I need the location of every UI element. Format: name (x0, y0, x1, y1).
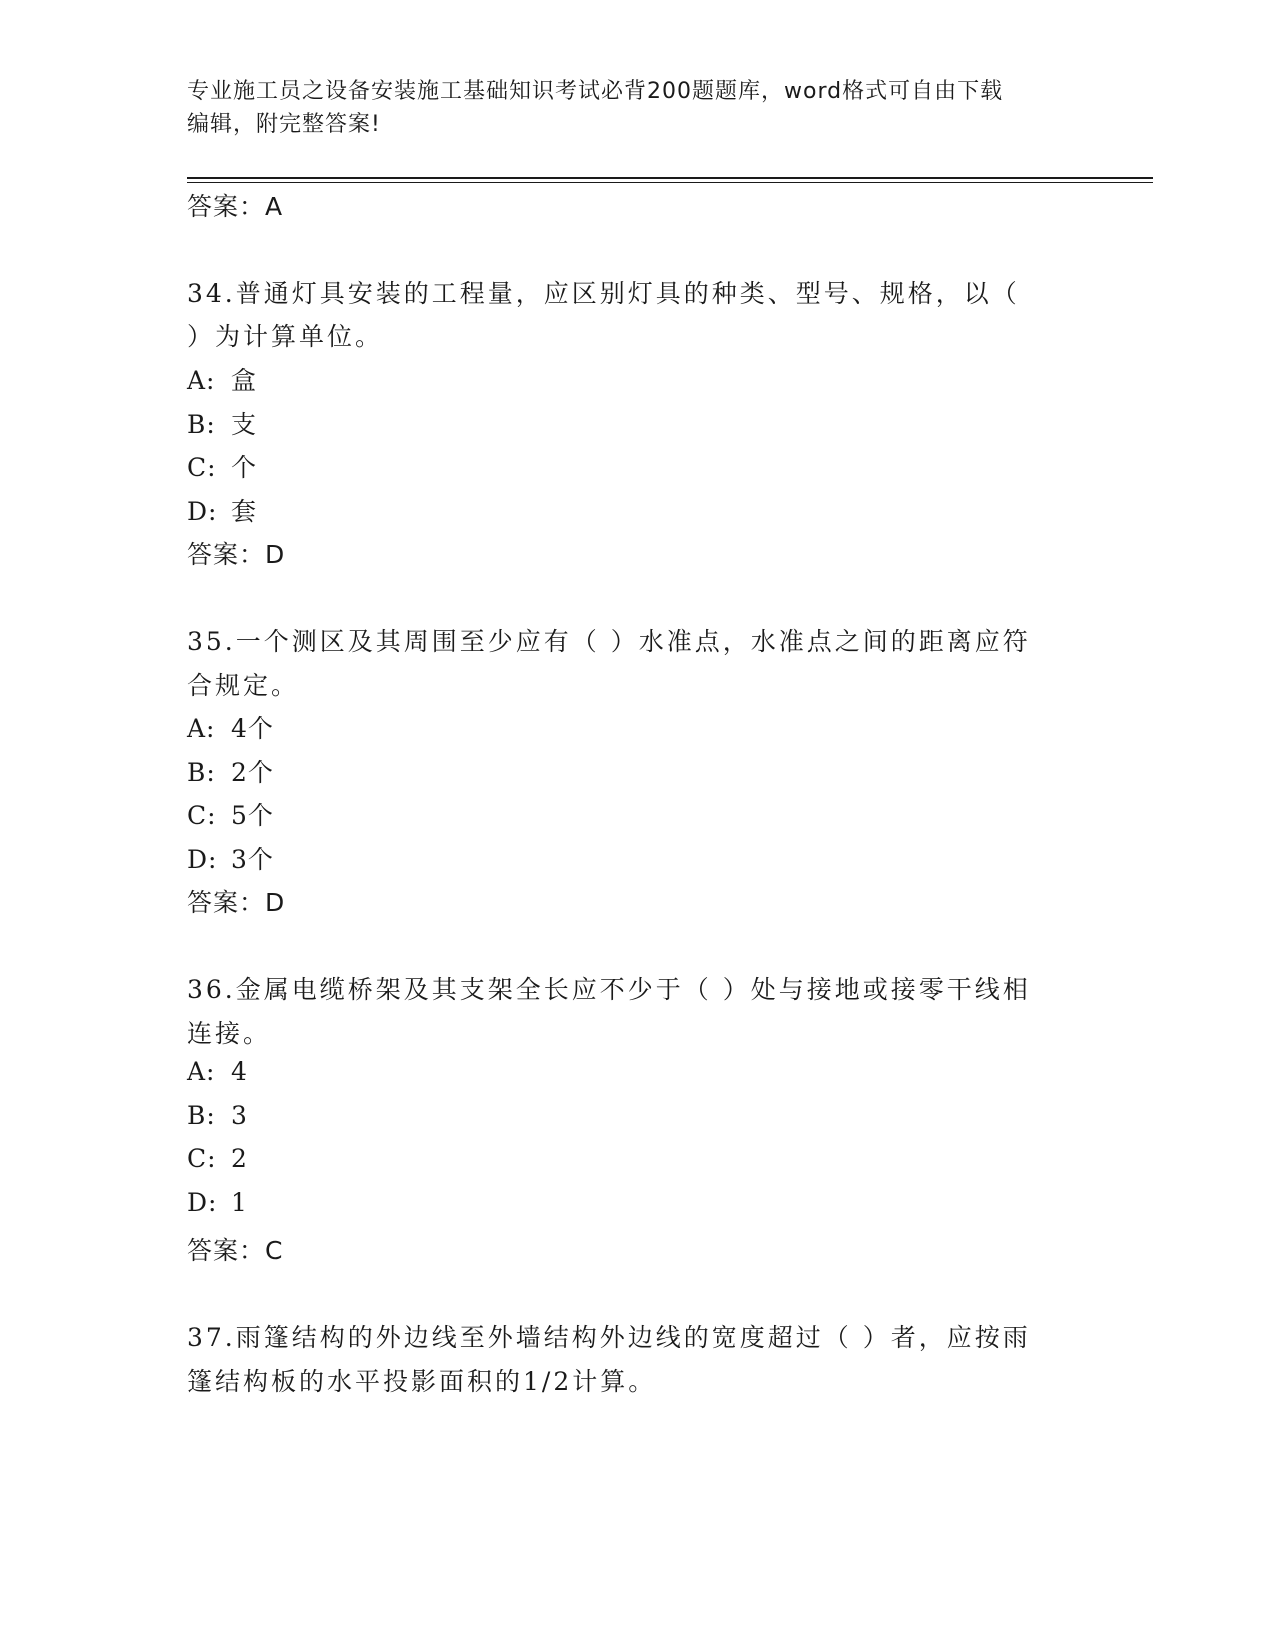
answer-previous: 答案：A (187, 192, 284, 221)
option-key: C: (187, 1144, 217, 1173)
option-text: 支 (231, 410, 258, 439)
question-34-option-a (187, 361, 257, 397)
option-text: 1 (231, 1188, 248, 1217)
question-35-option-a (187, 709, 274, 745)
option-key: C: (187, 453, 217, 482)
option-text: 3个 (231, 845, 274, 874)
question-36-option-b (187, 1101, 248, 1130)
option-key: D: (187, 1188, 218, 1217)
question-35-answer: 答案：D (187, 888, 286, 917)
header-divider (187, 177, 1153, 179)
question-34-text-line-2: ）为计算单位。 (187, 322, 384, 351)
question-36-option-d (187, 1188, 248, 1217)
question-36-text-line-2: 连接。 (187, 1019, 272, 1048)
option-key: D: (187, 845, 218, 874)
option-text: 2 (231, 1144, 248, 1173)
question-36-option-a (187, 1057, 248, 1086)
question-35-text-line-2: 合规定。 (187, 671, 300, 700)
document-page (187, 0, 1153, 1650)
question-35-option-b (187, 753, 274, 789)
option-key: A: (187, 366, 216, 395)
question-36-text-line-1: 36.金属电缆桥架及其支架全长应不少于（ ）处与接地或接零干线相 (187, 975, 1031, 1004)
question-37-text-line-1: 37.雨篷结构的外边线至外墙结构外边线的宽度超过（ ）者，应按雨 (187, 1323, 1031, 1352)
option-text: 4 (231, 1057, 248, 1086)
option-key: B: (187, 1101, 216, 1130)
option-text: 套 (231, 497, 258, 526)
question-36-option-c (187, 1144, 248, 1173)
question-34-text-line-1: 34.普通灯具安装的工程量，应区别灯具的种类、型号、规格，以（ (187, 279, 1020, 308)
question-35-option-d (187, 840, 274, 876)
question-35-text-line-1: 35.一个测区及其周围至少应有（ ）水准点，水准点之间的距离应符 (187, 627, 1031, 656)
question-34-answer: 答案：D (187, 540, 286, 569)
question-34-option-d (187, 492, 257, 528)
option-key: A: (187, 1057, 216, 1086)
header-title-line-2: 编辑，附完整答案! (187, 112, 381, 137)
question-34-option-c (187, 448, 257, 484)
option-text: 2个 (231, 758, 274, 787)
option-key: C: (187, 801, 217, 830)
option-key: B: (187, 410, 216, 439)
option-text: 盒 (231, 366, 258, 395)
option-text: 4个 (231, 714, 274, 743)
question-37-text-line-2: 篷结构板的水平投影面积的1/2计算。 (187, 1367, 657, 1396)
option-key: A: (187, 714, 216, 743)
option-text: 3 (231, 1101, 248, 1130)
header-title-line-1: 专业施工员之设备安装施工基础知识考试必背200题题库，word格式可自由下载 (187, 79, 1004, 104)
option-key: B: (187, 758, 216, 787)
option-text: 5个 (231, 801, 274, 830)
option-text: 个 (231, 453, 258, 482)
header-divider-thin (187, 182, 1153, 183)
question-35-option-c (187, 796, 274, 832)
question-34-option-b (187, 405, 257, 441)
question-36-answer: 答案：C (187, 1236, 284, 1265)
option-key: D: (187, 497, 218, 526)
